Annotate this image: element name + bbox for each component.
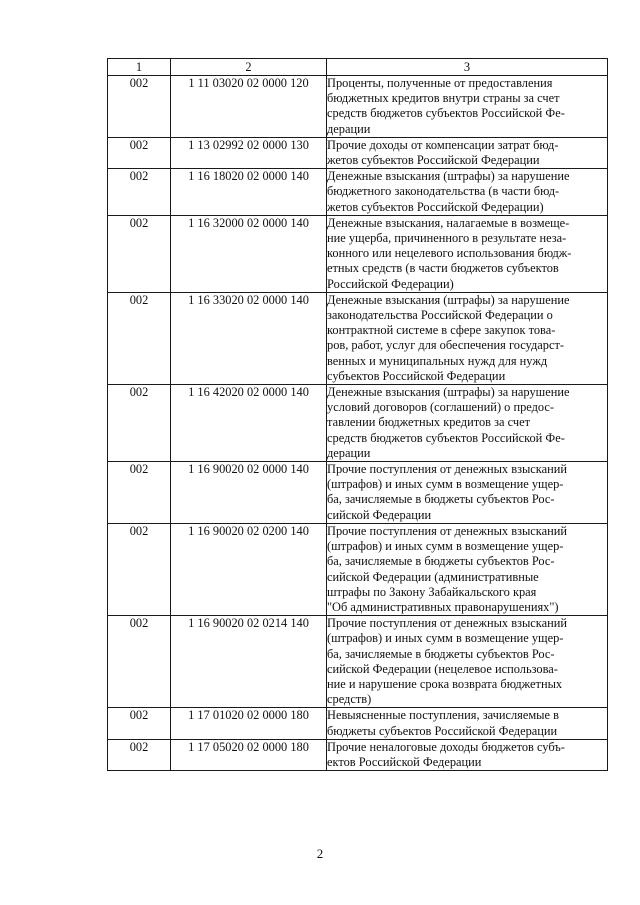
description-line: Денежные взыскания (штрафы) за нарушение xyxy=(327,169,570,184)
table-row xyxy=(108,616,608,708)
description-line: (штрафов) и иных сумм в возмещение ущер- xyxy=(327,539,564,554)
description-line: Невыясненные поступления, зачисляемые в xyxy=(327,708,559,723)
table-row xyxy=(108,462,608,524)
description-line: ров, работ, услуг для обеспечения государст- xyxy=(327,338,565,353)
budget-classification-code-cell: 1 17 05020 02 0000 180 xyxy=(171,739,327,770)
description-line: субъектов Российской Федерации xyxy=(327,368,506,383)
description-line: Прочие доходы от компенсации затрат бюд- xyxy=(327,137,559,152)
revenue-description-cell xyxy=(327,385,608,462)
table-row xyxy=(108,523,608,615)
description-line: ба, зачисляемые в бюджеты субъектов Рос- xyxy=(327,646,555,661)
description-line: конного или нецелевого использования бюдж- xyxy=(327,246,572,261)
description-line: Денежные взыскания (штрафы) за нарушение xyxy=(327,385,570,400)
table-header-row xyxy=(108,59,608,76)
budget-classification-code-cell: 1 11 03020 02 0000 120 xyxy=(171,76,327,138)
description-line: сийской Федерации (административные xyxy=(327,569,539,584)
revenue-description-cell xyxy=(327,523,608,615)
budget-classification-code-cell: 1 16 90020 02 0200 140 xyxy=(171,523,327,615)
revenue-description-cell xyxy=(327,462,608,524)
table-row xyxy=(108,739,608,770)
column-header-2: 2 xyxy=(171,59,327,76)
table-row xyxy=(108,137,608,168)
description-line: законодательства Российской Федерации о xyxy=(327,308,553,323)
revenue-description-cell xyxy=(327,616,608,708)
description-line: (штрафов) и иных сумм в возмещение ущер- xyxy=(327,477,564,492)
table-row xyxy=(108,708,608,739)
revenue-description-cell xyxy=(327,169,608,216)
budget-classification-code-cell: 1 16 18020 02 0000 140 xyxy=(171,169,327,216)
table-body xyxy=(108,76,608,771)
table-row xyxy=(108,292,608,384)
admin-code-cell: 002 xyxy=(108,292,171,384)
description-line: венных и муниципальных нужд для нужд xyxy=(327,353,548,368)
description-line: ба, зачисляемые в бюджеты субъектов Рос- xyxy=(327,492,555,507)
description-line: средств) xyxy=(327,692,372,707)
admin-code-cell: 002 xyxy=(108,169,171,216)
description-line: Прочие поступления от денежных взысканий xyxy=(327,523,568,538)
admin-code-cell: 002 xyxy=(108,385,171,462)
description-line: бюджеты субъектов Российской Федерации xyxy=(327,723,558,738)
description-line: ние ущерба, причиненного в результате неза- xyxy=(327,231,567,246)
budget-classification-code-cell: 1 17 01020 02 0000 180 xyxy=(171,708,327,739)
description-line: етных средств (в части бюджетов субъектов xyxy=(327,261,559,276)
description-line: средств бюджетов субъектов Российской Фе- xyxy=(327,430,565,445)
description-line: дерации xyxy=(327,121,371,136)
admin-code-cell: 002 xyxy=(108,523,171,615)
description-line: Проценты, полученные от предоставления xyxy=(327,76,553,90)
description-line: жетов субъектов Российской Федерации) xyxy=(327,199,544,214)
revenue-codes-table xyxy=(107,58,608,771)
budget-classification-code-cell: 1 16 42020 02 0000 140 xyxy=(171,385,327,462)
admin-code-cell: 002 xyxy=(108,739,171,770)
table-row xyxy=(108,385,608,462)
admin-code-cell: 002 xyxy=(108,708,171,739)
description-line: сийской Федерации (нецелевое использова- xyxy=(327,661,558,676)
description-line: Российской Федерации) xyxy=(327,276,454,291)
table-row xyxy=(108,215,608,292)
revenue-description-cell xyxy=(327,137,608,168)
revenue-description-cell xyxy=(327,215,608,292)
description-line: тавлении бюджетных кредитов за счет xyxy=(327,415,530,430)
revenue-description-cell xyxy=(327,76,608,138)
description-line: Прочие поступления от денежных взысканий xyxy=(327,616,568,631)
description-line: бюджетного законодательства (в части бюд- xyxy=(327,184,560,199)
admin-code-cell: 002 xyxy=(108,137,171,168)
description-line: "Об административных правонарушениях") xyxy=(327,599,559,614)
description-line: штрафы по Закону Забайкальского края xyxy=(327,584,537,599)
table-row xyxy=(108,169,608,216)
description-line: Прочие поступления от денежных взысканий xyxy=(327,462,568,477)
description-line: ектов Российской Федерации xyxy=(327,754,482,769)
description-line: условий договоров (соглашений) о предос- xyxy=(327,400,555,415)
admin-code-cell: 002 xyxy=(108,76,171,138)
description-line: Денежные взыскания (штрафы) за нарушение xyxy=(327,292,570,307)
description-line: ние и нарушение срока возврата бюджетных xyxy=(327,676,563,691)
budget-classification-code-cell: 1 16 90020 02 0000 140 xyxy=(171,462,327,524)
admin-code-cell: 002 xyxy=(108,215,171,292)
admin-code-cell: 002 xyxy=(108,462,171,524)
page-number: 2 xyxy=(316,846,324,861)
description-line: контрактной системе в сфере закупок това- xyxy=(327,323,556,338)
description-line: сийской Федерации xyxy=(327,507,432,522)
admin-code-cell: 002 xyxy=(108,616,171,708)
table-row xyxy=(108,76,608,138)
description-line: Прочие неналоговые доходы бюджетов субъ- xyxy=(327,739,565,754)
revenue-description-cell xyxy=(327,739,608,770)
description-line: Денежные взыскания, налагаемые в возмеще- xyxy=(327,215,570,230)
description-line: средств бюджетов субъектов Российской Фе- xyxy=(327,106,565,121)
revenue-description-cell xyxy=(327,292,608,384)
description-line: жетов субъектов Российской Федерации xyxy=(327,153,540,168)
description-line: бюджетных кредитов внутри страны за счет xyxy=(327,91,560,106)
revenue-description-cell xyxy=(327,708,608,739)
column-header-3: 3 xyxy=(327,59,608,76)
budget-classification-code-cell: 1 16 90020 02 0214 140 xyxy=(171,616,327,708)
description-line: дерации xyxy=(327,445,371,460)
description-line: (штрафов) и иных сумм в возмещение ущер- xyxy=(327,631,564,646)
description-line: ба, зачисляемые в бюджеты субъектов Рос- xyxy=(327,554,555,569)
budget-classification-code-cell: 1 16 32000 02 0000 140 xyxy=(171,215,327,292)
budget-classification-code-cell: 1 13 02992 02 0000 130 xyxy=(171,137,327,168)
budget-classification-code-cell: 1 16 33020 02 0000 140 xyxy=(171,292,327,384)
column-header-1: 1 xyxy=(108,59,171,76)
